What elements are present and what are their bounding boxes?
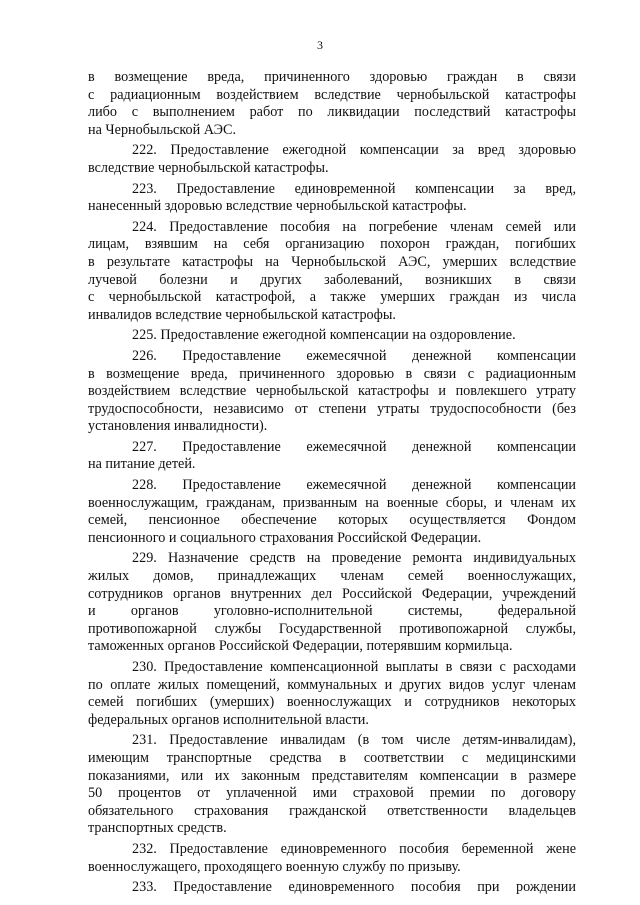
paragraph (88, 348, 576, 436)
text-line: 222. Предоставление ежегодной компенсации за вред здоровью (132, 142, 576, 159)
text-line: 225. Предоставление ежегодной компенсации на оздоровление. (132, 327, 516, 344)
text-line: 226. Предоставление ежемесячной денежной компенсации (132, 347, 576, 364)
paragraph (88, 477, 576, 547)
text-line: с чернобыльской катастрофой, а также умерших граждан из числа (88, 289, 576, 306)
text-line: лицам, взявшим на себя организацию похорон граждан, погибших (88, 236, 576, 253)
text-line: воздействием вследствие чернобыльской катастрофы и повлекшего утрату (88, 383, 576, 400)
paragraph (88, 69, 576, 139)
text-line: вследствие чернобыльской катастрофы. (88, 159, 329, 176)
document-body (88, 69, 576, 900)
text-line: транспортных средств. (88, 820, 227, 837)
text-line: 230. Предоставление компенсационной выплаты в связи с расходами (132, 659, 576, 675)
text-line: семей погибших (умерших) военнослужащих и сотрудников некоторых (88, 694, 576, 711)
text-line: военнослужащим, гражданам, призванным на военные сборы, и членам их (88, 494, 576, 511)
text-line: сотрудников органов внутренних дел Российской Федерации, учреждений (88, 585, 576, 602)
text-line: 224. Предоставление пособия на погребение членам семей или (132, 218, 576, 235)
paragraph (88, 181, 576, 216)
text-line: 231. Предоставление инвалидам (в том числе детям-инвалидам), (132, 732, 576, 749)
text-line: на питание детей. (88, 456, 196, 473)
text-line: по оплате жилых помещений, коммунальных и других видов услуг членам (88, 676, 576, 693)
paragraph (88, 142, 576, 177)
text-line: 228. Предоставление ежемесячной денежной компенсации (132, 477, 576, 494)
text-line: либо с выполнением работ по ликвидации последствий катастрофы (88, 104, 576, 121)
text-line: в возмещение вреда, причиненного здоровью в связи с радиационным (88, 365, 576, 382)
text-line: с радиационным воздействием вследствие чернобыльской катастрофы (88, 86, 576, 103)
text-line: трудоспособности, независимо от степени утраты трудоспособности (без (88, 400, 576, 417)
text-line: 223. Предоставление единовременной компенсации за вред, (132, 180, 576, 197)
paragraph (88, 327, 576, 345)
text-line: 233. Предоставление единовременного пособия при рождении (132, 879, 576, 896)
text-line: обязательного страхования гражданской ответственности владельцев (88, 802, 576, 819)
paragraph (88, 732, 576, 838)
text-line: на Чернобыльской АЭС. (88, 121, 237, 138)
text-line: нанесенный здоровью вследствие чернобыльской катастрофы. (88, 198, 467, 215)
text-line: 229. Назначение средств на проведение ремонта индивидуальных (132, 550, 576, 567)
paragraph (88, 219, 576, 325)
text-line: жилых домов, принадлежащих членам семей военнослужащих, (88, 568, 576, 585)
paragraph (88, 841, 576, 876)
text-line: в результате катастрофы на Чернобыльской АЭС, умерших вследствие (88, 253, 576, 270)
page-number: 3 (317, 38, 323, 52)
text-line: показаниями, или их законным представителям компенсации в размере (88, 767, 576, 784)
text-line: федеральных органов исполнительной власти. (88, 711, 369, 728)
text-line: инвалидов вследствие чернобыльской катастрофы. (88, 306, 396, 323)
text-line: 232. Предоставление единовременного пособия беременной жене (132, 840, 576, 857)
text-line: имеющим транспортные средства в соответствии с медицинскими (88, 749, 576, 766)
text-line: 50 процентов от уплаченной ими страховой премии по договору (88, 785, 576, 802)
text-line: противопожарной службы Государственной противопожарной службы, (88, 620, 576, 637)
paragraph (88, 879, 576, 897)
text-line: и органов уголовно-исполнительной системы, федеральной (88, 603, 576, 620)
paragraph (88, 550, 576, 656)
text-line: семей, пенсионное обеспечение которых осуществляется Фондом (88, 512, 576, 529)
paragraph (88, 439, 576, 474)
text-line: в возмещение вреда, причиненного здоровью граждан в связи (88, 69, 576, 85)
text-line: 227. Предоставление ежемесячной денежной компенсации (132, 438, 576, 455)
text-line: пенсионного и социального страхования Российской Федерации. (88, 529, 482, 546)
text-line: лучевой болезни и других заболеваний, возникших в связи (88, 271, 576, 288)
paragraph (88, 659, 576, 729)
text-line: таможенных органов Российской Федерации, потерявшим кормильца. (88, 638, 513, 655)
text-line: установления инвалидности). (88, 418, 268, 435)
text-line: военнослужащего, проходящего военную службу по призыву. (88, 858, 461, 875)
